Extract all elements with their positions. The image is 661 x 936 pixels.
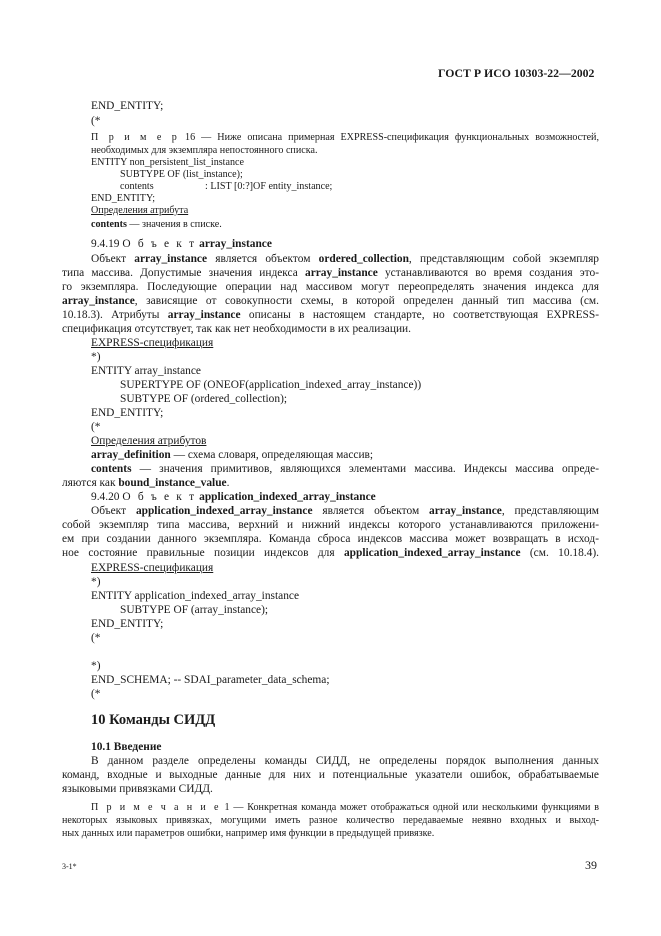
code-line: (* (91, 688, 101, 700)
code-line: : LIST [0:?]OF entity_instance; (205, 181, 333, 192)
page-header: ГОСТ Р ИСО 10303-22—2002 (438, 66, 595, 80)
clause-name: array_instance (199, 238, 272, 250)
code-line: *) (91, 351, 101, 363)
code-line: (* (91, 421, 101, 433)
code-line: SUBTYPE OF (array_instance); (120, 604, 269, 616)
code-line: END_ENTITY; (91, 618, 164, 630)
code-line: ENTITY non_persistent_list_instance (91, 157, 244, 168)
subsection-title: 10.1 Введение (91, 741, 162, 753)
clause-number: 9.4.19 (91, 238, 120, 250)
code-line: ENTITY array_instance (91, 365, 201, 377)
code-line: END_ENTITY; (91, 100, 164, 112)
para-line: В данном разделе определены команды СИДД, не определены порядок выполнения данных (91, 755, 599, 767)
spec-heading: EXPRESS-спецификация (91, 562, 214, 574)
code-line: SUBTYPE OF (list_instance); (120, 169, 243, 180)
clause-heading: 9.4.20 О б ъ е к т application_indexed_array_instance (91, 491, 376, 503)
para-line: 10.18.3). Атрибуты array_instance описаны в настоящем стандарте, но соответствующая EXPRESS- (62, 309, 599, 321)
code-line: SUBTYPE OF (ordered_collection); (120, 393, 288, 405)
attr-heading: Определения атрибута (91, 205, 189, 216)
example-line (91, 132, 599, 144)
example-label: П р и м е р (91, 132, 180, 143)
code-line: *) (91, 576, 101, 588)
code-line: END_ENTITY; (91, 407, 164, 419)
para-line: собой экземпляр типа массива, верхний и нижний индексы которого устанавливаются приложени- (62, 519, 599, 531)
para-line: Объект application_indexed_array_instance является объектом array_instance, представляющим (91, 505, 599, 517)
footer-mark: 3-1* (62, 862, 77, 871)
attr-name: contents (91, 219, 127, 230)
para-line: Объект array_instance является объектом ordered_collection, представляющим собой экземпляр (91, 253, 600, 265)
note-label: П р и м е ч а н и е (91, 802, 221, 813)
clause-word: О б ъ е к т (122, 238, 197, 250)
attr-def: ляются как bound_instance_value. (62, 477, 230, 489)
para-line: го экземпляра. Последующие операции над массивом могут переопределять значения индекса для (62, 281, 599, 293)
attr-def: array_definition — схема словаря, определяющая массив; (91, 449, 374, 461)
code-line: contents (120, 181, 154, 192)
note-line: ных данных или параметров ошибки, например имя функции в предыдущей привязке. (62, 828, 435, 839)
example-line: необходимых для экземпляра непостоянного списка. (91, 145, 318, 156)
para-line: ем при создании данного экземпляра. Команда сброса индексов массива может возвращать в исход- (62, 533, 599, 545)
para-line: языковыми привязками СИДД. (62, 783, 213, 795)
para-line: типа массива. Допустимые значения индекса array_instance устанавливаются во время создания это- (62, 267, 599, 279)
attr-def (91, 219, 222, 231)
code-line: END_SCHEMA; -- SDAI_parameter_data_schema; (91, 674, 330, 686)
spec-heading: EXPRESS-спецификация (91, 337, 214, 349)
code-line: (* (91, 115, 101, 127)
clause-heading (91, 238, 272, 251)
attr-def: contents — значения примитивов, являющихся элементами массива. Индексы массива опреде- (91, 463, 599, 475)
para-line: спецификация отсутствует, так как нет необходимости в их реализации. (62, 323, 411, 335)
code-line: SUPERTYPE OF (ONEOF(application_indexed_array_instance)) (120, 379, 422, 391)
attr-text: — значения в списке. (126, 219, 222, 230)
code-line: *) (91, 660, 101, 672)
para-line: команд, входные и выходные данные для них и потенциальные указатели ошибок, обрабатываемые (62, 769, 599, 781)
section-title: 10 Команды СИДД (91, 712, 216, 728)
code-line: (* (91, 632, 101, 644)
attr-heading: Определения атрибутов (91, 435, 207, 447)
para-line: ное состояние правильные позиции индексов для application_indexed_array_instance (см. 10.18.4). (62, 547, 599, 559)
code-line: ENTITY application_indexed_array_instance (91, 590, 300, 602)
example-text: 16 — Ниже описана примерная EXPRESS-спецификация функциональных возможностей, (179, 132, 599, 143)
para-line: array_instance, зависящие от совокупности схемы, в которой определен данный тип массива (см. (62, 295, 599, 307)
note-line: некоторых языковых привязках, могущими иметь разное количество передаваемые неявно входных и выход- (62, 815, 599, 826)
page-number: 39 (585, 858, 597, 872)
code-line: END_ENTITY; (91, 193, 156, 204)
note-line: П р и м е ч а н и е 1 — Конкретная команда может отображаться одной или несколькими функциями в (91, 802, 600, 813)
